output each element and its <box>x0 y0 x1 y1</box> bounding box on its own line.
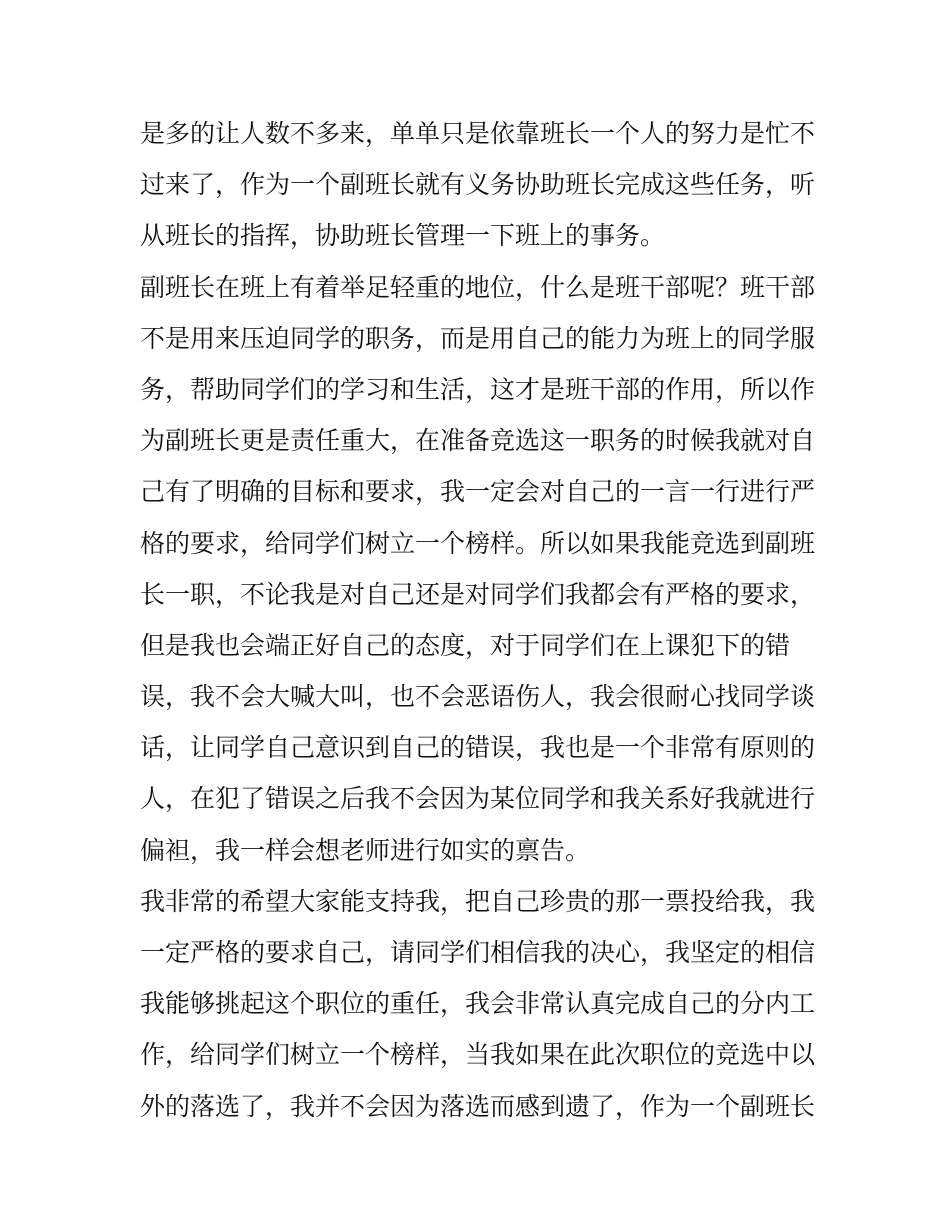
text-line: 但是我也会端正好自己的态度，对于同学们在上课犯下的错 <box>140 630 791 660</box>
text-line: 外的落选了，我并不会因为落选而感到遗了，作为一个副班长 <box>140 1091 816 1121</box>
text-line: 副班长在班上有着举足轻重的地位，什么是班干部呢？班干部 <box>140 272 816 302</box>
text-line: 从班长的指挥，协助班长管理一下班上的事务。 <box>140 221 666 251</box>
text-line: 不是用来压迫同学的职务，而是用自己的能力为班上的同学服 <box>140 323 816 353</box>
text-line: 过来了，作为一个副班长就有义务协助班长完成这些任务，听 <box>140 170 816 200</box>
text-line: 格的要求，给同学们树立一个榜样。所以如果我能竞选到副班 <box>140 528 816 558</box>
text-line: 一定严格的要求自己，请同学们相信我的决心，我坚定的相信 <box>140 938 816 967</box>
text-line: 己有了明确的目标和要求，我一定会对自己的一言一行进行严 <box>140 477 816 507</box>
text-line: 偏袒，我一样会想老师进行如实的禀告。 <box>140 835 591 865</box>
text-line: 话，让同学自己意识到自己的错误，我也是一个非常有原则的 <box>140 733 816 763</box>
text-line: 我非常的希望大家能支持我，把自己珍贵的那一票投给我，我 <box>140 886 816 916</box>
text-line: 为副班长更是责任重大，在准备竞选这一职务的时候我就对自 <box>140 426 816 456</box>
body-text <box>140 108 820 1132</box>
text-line: 我能够挑起这个职位的重任，我会非常认真完成自己的分内工 <box>140 989 816 1019</box>
text-line: 是多的让人数不多来，单单只是依靠班长一个人的努力是忙不 <box>140 119 816 148</box>
text-line: 务，帮助同学们的学习和生活，这才是班干部的作用，所以作 <box>140 374 816 404</box>
text-line: 误，我不会大喊大叫，也不会恶语伤人，我会很耐心找同学谈 <box>140 682 816 712</box>
text-line: 人，在犯了错误之后我不会因为某位同学和我关系好我就进行 <box>140 784 816 814</box>
text-line: 长一职，不论我是对自己还是对同学们我都会有严格的要求， <box>140 579 816 609</box>
text-line: 作，给同学们树立一个榜样，当我如果在此次职位的竞选中以 <box>140 1040 816 1070</box>
